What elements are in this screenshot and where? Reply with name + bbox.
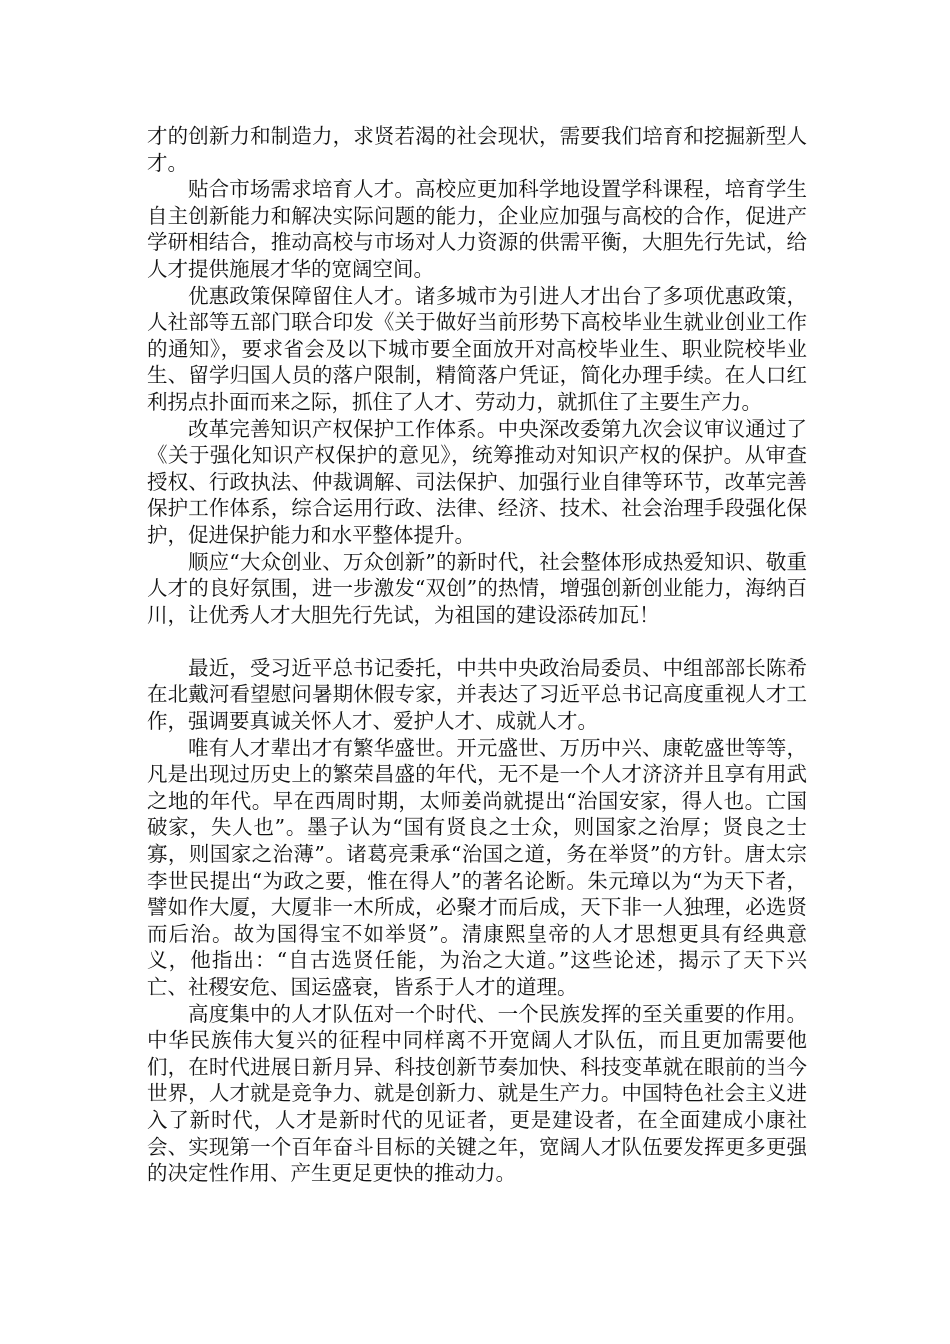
paragraph-talent-team-role: 高度集中的人才队伍对一个时代、一个民族发挥的至关重要的作用。中华民族伟大复兴的征程中同样离不开宽阔人才队伍，而且更加需要他们，在时代进展日新月异、科技创新节奏加快、科技变革就在眼前的当今世界，人才就是竞争力、就是创新力、就是生产力。中国特色社会主义进入了新时代，人才是新时代的见证者，更是建设者，在全面建成小康社会、实现第一个百年奋斗目标的关键之年，宽阔人才队伍要发挥更多更强的决定性作用、产生更足更快的推动力。 [147, 1001, 807, 1186]
section-talent-team [147, 655, 807, 1187]
paragraph-history-talent: 唯有人才辈出才有繁华盛世。开元盛世、万历中兴、康乾盛世等等，凡是出现过历史上的繁荣昌盛的年代，无不是一个人才济济并且享有用武之地的年代。早在西周时期，太师姜尚就提出“治国安家，得人也。亡国破家，失人也”。墨子认为“国有贤良之士众，则国家之治厚；贤良之士寡，则国家之治薄”。诸葛亮秉承“治国之道，务在举贤”的方针。唐太宗李世民提出“为政之要，惟在得人”的著名论断。朱元璋以为“为天下者，譬如作大厦，大厦非一木所成，必聚才而后成，天下非一人独理，必选贤而后治。故为国得宝不如举贤”。清康熙皇帝的人才思想更具有经典意义，他指出：“自古选贤任能，为治之大道。”这些论述，揭示了天下兴亡、社稷安危、国运盛衰，皆系于人才的道理。 [147, 735, 807, 999]
section-talent-cultivation [147, 123, 807, 628]
paragraph-preferential-policy: 优惠政策保障留住人才。诸多城市为引进人才出台了多项优惠政策，人社部等五部门联合印发《关于做好当前形势下高校毕业生就业创业工作的通知》，要求省会及以下城市要全面放开对高校毕业生、职业院校毕业生、留学归国人员的落户限制，精简落户凭证，简化办理手续。在人口红利拐点扑面而来之际，抓住了人才、劳动力，就抓住了主要生产力。 [147, 283, 807, 414]
paragraph-beidaihe-visit: 最近，受习近平总书记委托，中共中央政治局委员、中组部部长陈希在北戴河看望慰问暑期休假专家，并表达了习近平总书记高度重视人才工作，强调要真诚关怀人才、爱护人才、成就人才。 [147, 655, 807, 734]
paragraph-continuation: 才的创新力和制造力，求贤若渴的社会现状，需要我们培育和挖掘新型人才。 [147, 124, 807, 175]
section-divider [147, 628, 807, 655]
document-body [147, 123, 807, 1187]
paragraph-innovation-era: 顺应“大众创业、万众创新”的新时代，社会整体形成热爱知识、敬重人才的良好氛围，进一步激发“双创”的热情，增强创新创业能力，海纳百川，让优秀人才大胆先行先试，为祖国的建设添砖加瓦！ [147, 549, 807, 627]
paragraph-market-demand: 贴合市场需求培育人才。高校应更加科学地设置学科课程，培育学生自主创新能力和解决实际问题的能力，企业应加强与高校的合作，促进产学研相结合，推动高校与市场对人力资源的供需平衡，大胆先行先试，给人才提供施展才华的宽阔空间。 [147, 177, 807, 281]
paragraph-ip-protection: 改革完善知识产权保护工作体系。中央深改委第九次会议审议通过了《关于强化知识产权保护的意见》，统筹推动对知识产权的保护。从审查授权、行政执法、仲裁调解、司法保护、加强行业自律等环节，改革完善保护工作体系，综合运用行政、法律、经济、技术、社会治理手段强化保护，促进保护能力和水平整体提升。 [147, 416, 807, 547]
